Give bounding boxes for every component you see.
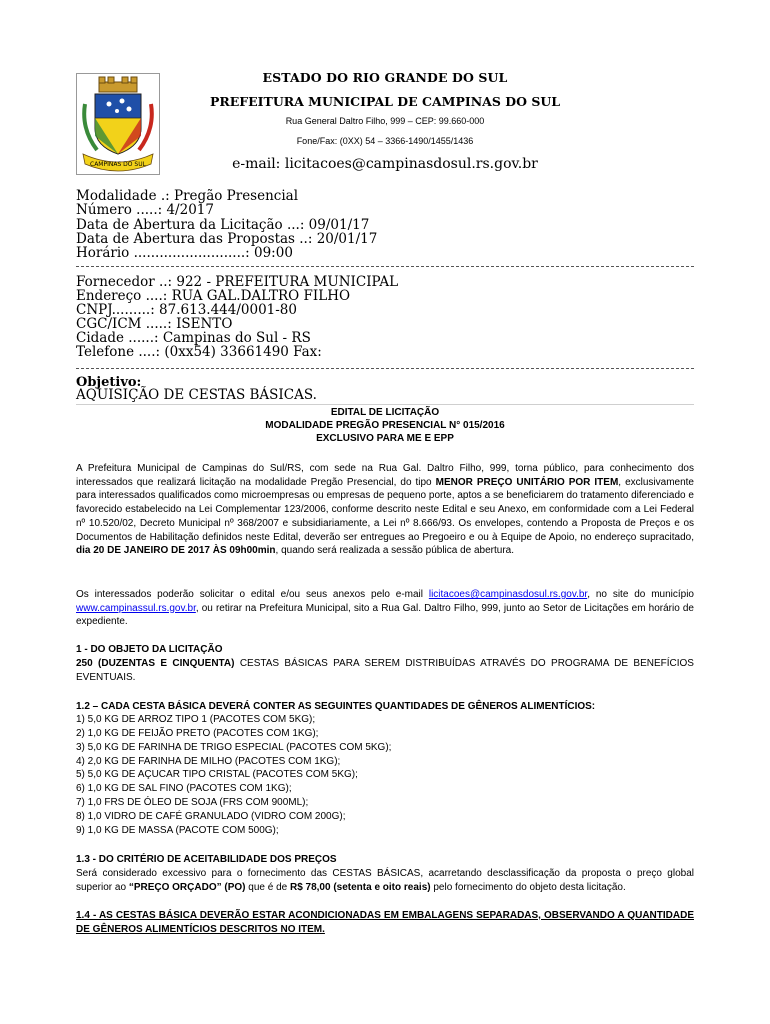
header-address: Rua General Daltro Filho, 999 – CEP: 99.660-000: [285, 116, 485, 126]
info-endereco: Endereço ....: RUA GAL.DALTRO FILHO: [76, 288, 351, 304]
info-cgc: CGC/ICM .....: ISENTO: [76, 316, 233, 332]
section-1-3-text: Será considerado excessivo para o fornecimento das CESTAS BÁSICAS, acarretando desclassificação da proposta o preço global superior ao “PREÇO ORÇADO” (PO) que é de R$ 78,00 (setenta e oito reais) pelo fornecimento do objeto desta licitação.: [76, 868, 694, 893]
list-item: 8) 1,0 VIDRO DE CAFÉ GRANULADO (VIDRO COM 200G);: [76, 811, 346, 822]
info-numero: Número .....: 4/2017: [76, 202, 214, 218]
header-email: e-mail: licitacoes@campinasdosul.rs.gov.br: [232, 156, 538, 172]
section-rule: [76, 404, 694, 405]
edital-paragraph-2: Os interessados poderão solicitar o edital e/ou seus anexos pelo e-mail licitacoes@campinasdosul.rs.gov.br, no site do município www.campinassul.rs.gov.br, ou retirar na Prefeitura Municipal, sito a Rua Gal. Daltro Filho, 999, junto ao Setor de Licitações em horário de expediente.: [76, 589, 694, 628]
objetivo-text: AQUISIÇÃO DE CESTAS BÁSICAS.: [76, 387, 317, 403]
section-1-heading: 1 - DO OBJETO DA LICITAÇÃO: [76, 644, 223, 655]
info-abertura-propostas: Data de Abertura das Propostas ..: 20/01/17: [76, 231, 378, 247]
email-link[interactable]: licitacoes@campinasdosul.rs.gov.br: [428, 589, 588, 600]
list-item: 3) 5,0 KG DE FARINHA DE TRIGO ESPECIAL (PACOTES COM 5KG);: [76, 742, 392, 753]
list-item: 4) 2,0 KG DE FARINHA DE MILHO (PACOTES COM 1KG);: [76, 756, 341, 767]
edital-exclusivo: EXCLUSIVO PARA ME E EPP: [316, 433, 454, 444]
municipal-crest: [76, 73, 160, 175]
website-link[interactable]: www.campinassul.rs.gov.br: [76, 602, 196, 614]
list-item: 7) 1,0 FRS DE ÓLEO DE SOJA (FRS COM 900ML);: [76, 797, 309, 808]
header-prefeitura: PREFEITURA MUNICIPAL DE CAMPINAS DO SUL: [209, 94, 561, 109]
info-modalidade: Modalidade .: Pregão Presencial: [76, 188, 299, 204]
section-1-4-heading: 1.4 - AS CESTAS BÁSICA DEVERÃO ESTAR ACONDICIONADAS EM EMBALAGENS SEPARADAS, OBSERVANDO A QUANTIDADE DE GÊNEROS ALIMENTÍCIOS DESCRITOS NO ITEM.: [76, 910, 694, 935]
list-item: 9) 1,0 KG DE MASSA (PACOTE COM 500G);: [76, 825, 279, 836]
info-abertura-licitacao: Data de Abertura da Licitação ...: 09/01/17: [76, 217, 370, 233]
edital-paragraph-1: A Prefeitura Municipal de Campinas do Sul/RS, com sede na Rua Gal. Daltro Filho, 999, torna público, para conhecimento dos interessados que realizará licitação na modalidade Pregão Presencial, do tipo MENOR PREÇO UNITÁRIO POR ITEM, exclusivamente para interessados qualificados como microempresas ou empresas de pequeno porte, aptos a se beneficiarem do tratamento diferenciado e favorecido estabelecido na Lei Complementar 123/2006, conforme descrito neste Edital e seu Anexo, em conformidade com a Lei Federal nº 10.520/02, Decreto Municipal nº 368/2007 e subsidiariamente, a Lei nº 8.666/93. Os envelopes, contendo a Proposta de Preços e os Documentos de Habilitação definidos neste Edital, deverão ser entregues ao Pregoeiro e ou à Equipe de Apoio, no endereço supracitado, dia 20 DE JANEIRO DE 2017 ÀS 09h00min, quando será realizada a sessão pública de abertura.: [76, 463, 694, 557]
info-cidade: Cidade ......: Campinas do Sul - RS: [76, 330, 311, 346]
crest-ribbon-text: CAMPINAS DO SUL: [90, 161, 146, 168]
list-item: 6) 1,0 KG DE SAL FINO (PACOTES COM 1KG);: [76, 783, 292, 794]
section-1-3-heading: 1.3 - DO CRITÉRIO DE ACEITABILIDADE DOS PREÇOS: [76, 854, 337, 865]
info-telefone: Telefone ....: (0xx54) 33661490 Fax:: [76, 344, 322, 360]
list-item: 2) 1,0 KG DE FEIJÃO PRETO (PACOTES COM 1KG);: [76, 728, 319, 739]
info-horario: Horário ..........................: 09:00: [76, 245, 293, 261]
header-phone: Fone/Fax: (0XX) 54 – 3366-1490/1455/1436: [296, 136, 474, 146]
crest-icon: [77, 74, 159, 174]
header-state: ESTADO DO RIO GRANDE DO SUL: [262, 70, 508, 85]
edital-modalidade: MODALIDADE PREGÃO PRESENCIAL N° 015/2016: [265, 420, 505, 431]
section-1-2-heading: 1.2 – CADA CESTA BÁSICA DEVERÁ CONTER AS SEGUINTES QUANTIDADES DE GÊNEROS ALIMENTÍCIOS:: [76, 701, 596, 712]
objetivo-label: Objetivo:: [76, 375, 142, 390]
edital-title: EDITAL DE LICITAÇÃO: [330, 407, 440, 418]
list-item: 5) 5,0 KG DE AÇUCAR TIPO CRISTAL (PACOTES COM 5KG);: [76, 769, 358, 780]
dashed-divider: [76, 368, 694, 369]
list-item: 1) 5,0 KG DE ARROZ TIPO 1 (PACOTES COM 5KG);: [76, 714, 316, 725]
section-1-text: 250 (DUZENTAS E CINQUENTA) CESTAS BÁSICAS PARA SEREM DISTRIBUÍDAS ATRAVÉS DO PROGRAMA DE BENEFÍCIOS EVENTUAIS.: [76, 658, 694, 683]
info-fornecedor: Fornecedor ..: 922 - PREFEITURA MUNICIPAL: [76, 274, 399, 290]
info-cnpj: CNPJ.........: 87.613.444/0001-80: [76, 302, 297, 318]
dashed-divider: [76, 266, 694, 267]
